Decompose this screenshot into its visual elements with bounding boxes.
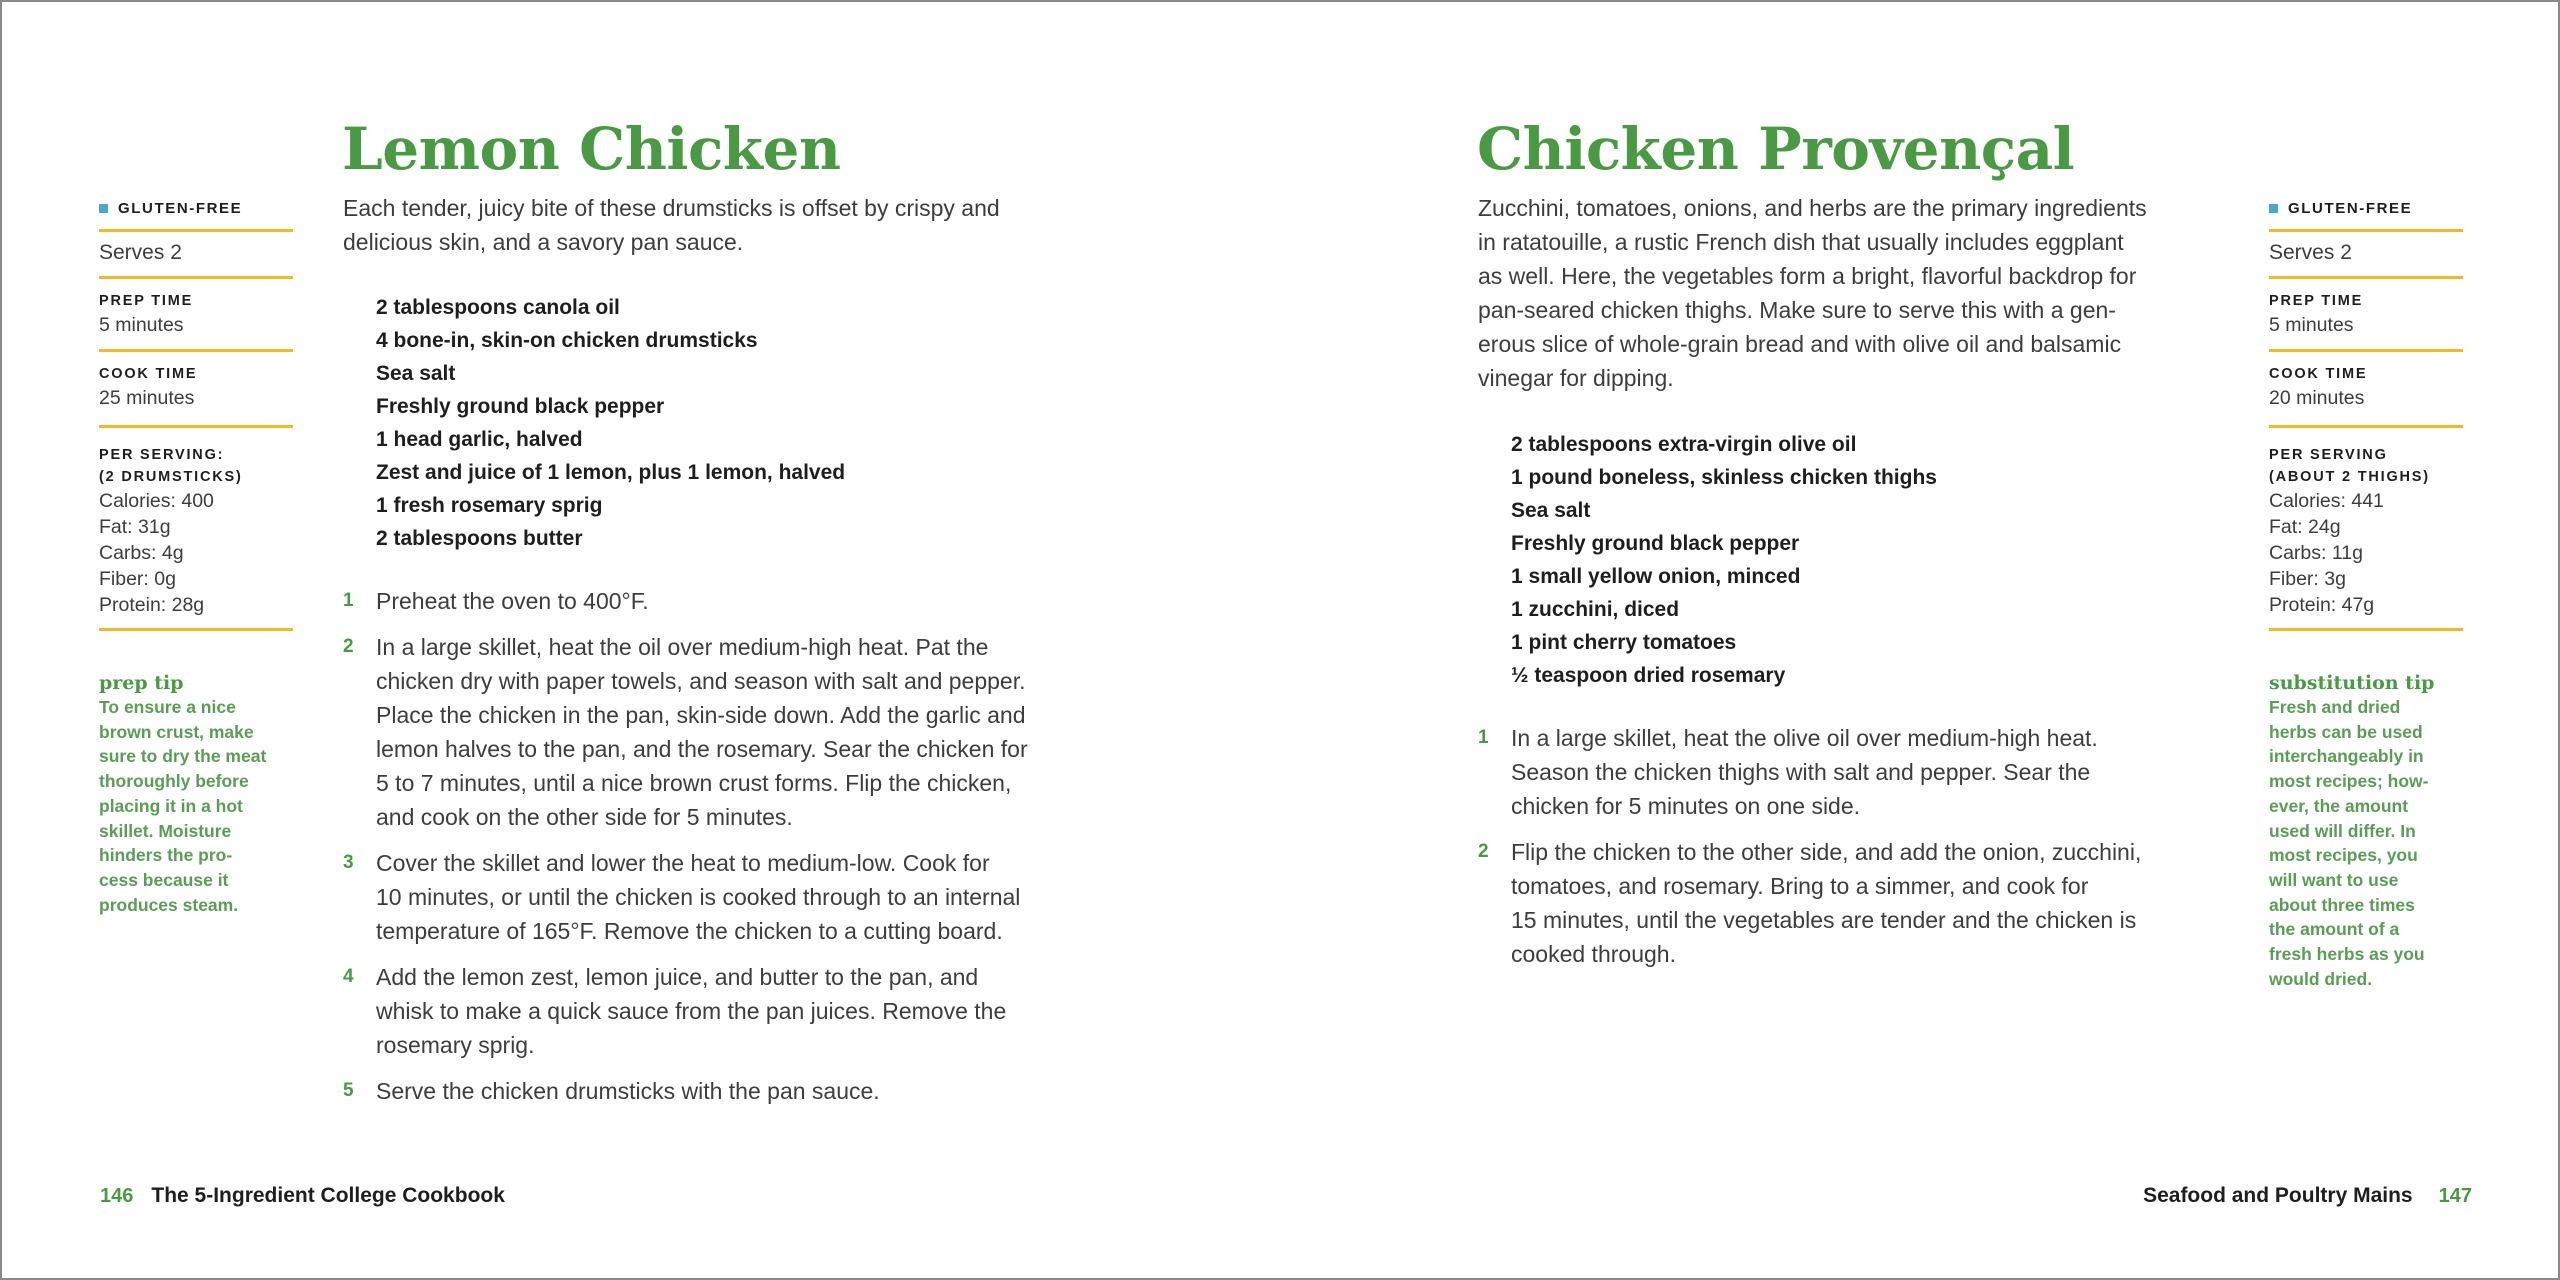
tip-line: about three times [2269, 894, 2415, 915]
prep-tip-box [99, 671, 293, 917]
divider-rule [99, 628, 293, 631]
intro-line: pan-seared chicken thighs. Make sure to serve this with a gen- [1478, 297, 2116, 323]
ingredient-item: ½ teaspoon dried rosemary [1511, 664, 1786, 687]
per-serving-label: PER SERVING: [99, 447, 225, 463]
tip-body [99, 695, 293, 917]
step-item [343, 960, 1028, 1062]
ingredient-item: 2 tablespoons extra-virgin olive oil [1511, 433, 1857, 456]
step-line: Season the chicken thighs with salt and pepper. Sear the [1511, 759, 2091, 785]
tip-line: ever, the amount [2269, 795, 2409, 816]
nutrition-carbs: Carbs: 4g [99, 542, 184, 564]
step-line: 10 minutes, or until the chicken is cooked through to an internal [376, 884, 1021, 910]
gluten-free-tag [2269, 198, 2463, 218]
step-line: cooked through. [1511, 941, 1676, 967]
step-item [343, 584, 1028, 618]
ingredient-item: Sea salt [376, 362, 456, 385]
divider-rule [99, 229, 293, 232]
tip-line: sure to dry the meat [99, 746, 267, 767]
cook-time-label: COOK TIME [2269, 366, 2368, 382]
tip-line: hinders the pro- [99, 845, 233, 866]
substitution-tip-box [2269, 671, 2463, 991]
ingredient-list [376, 291, 845, 555]
running-title: Seafood and Poultry Mains [2143, 1184, 2413, 1207]
divider-rule [2269, 628, 2463, 631]
step-line: chicken dry with paper towels, and season with salt and pepper. [376, 668, 1026, 694]
intro-line: as well. Here, the vegetables form a bright, flavorful backdrop for [1478, 263, 2137, 289]
tip-line: thoroughly before [99, 771, 249, 792]
tip-line: skillet. Moisture [99, 820, 232, 841]
step-line: Place the chicken in the pan, skin-side down. Add the garlic and [376, 702, 1026, 728]
recipe-title: Chicken Provençal [1477, 115, 2075, 183]
step-line: 5 to 7 minutes, until a nice brown crust forms. Flip the chicken, [376, 770, 1012, 796]
nutrition-carbs: Carbs: 11g [2269, 542, 2363, 564]
ingredient-item: Sea salt [1511, 499, 1591, 522]
ingredient-item: Zest and juice of 1 lemon, plus 1 lemon, halved [376, 461, 846, 484]
intro-line: Zucchini, tomatoes, onions, and herbs are the primary ingredients [1478, 195, 2147, 221]
nutrition-fiber: Fiber: 3g [2269, 568, 2346, 590]
step-line: rosemary sprig. [376, 1032, 535, 1058]
cook-time-label: COOK TIME [99, 366, 198, 382]
ingredient-item: 2 tablespoons butter [376, 527, 583, 550]
step-item [343, 630, 1028, 834]
cook-time-value: 20 minutes [2269, 387, 2365, 409]
prep-time-value: 5 minutes [2269, 314, 2354, 336]
divider-rule [99, 349, 293, 352]
tip-line: would dried. [2269, 968, 2373, 989]
per-serving-sublabel: (2 DRUMSTICKS) [99, 469, 243, 485]
tag-label: GLUTEN-FREE [118, 199, 243, 217]
recipe-title: Lemon Chicken [342, 115, 841, 183]
step-line: tomatoes, and rosemary. Bring to a simmer, and cook for [1511, 873, 2089, 899]
step-item [343, 846, 1028, 948]
ingredient-item: 1 pound boneless, skinless chicken thighs [1511, 466, 1937, 489]
tip-line: interchangeably in [2269, 746, 2424, 767]
tip-line: To ensure a nice [99, 697, 236, 717]
left-page-footer [100, 1184, 505, 1208]
step-list [1478, 721, 2141, 983]
serves-text: Serves 2 [99, 241, 182, 264]
tip-body [2269, 695, 2463, 991]
tip-line: brown crust, make [99, 721, 254, 742]
step-item [1478, 835, 2141, 971]
tag-square-icon [99, 204, 108, 213]
step-line: Add the lemon zest, lemon juice, and butter to the pan, and [376, 964, 979, 990]
nutrition-fat: Fat: 24g [2269, 516, 2341, 538]
nutrition-fiber: Fiber: 0g [99, 568, 176, 590]
step-number: 5 [343, 1080, 354, 1101]
step-line: In a large skillet, heat the olive oil over medium-high heat. [1511, 725, 2098, 751]
tag-label: GLUTEN-FREE [2288, 199, 2413, 217]
ingredient-item: 1 small yellow onion, minced [1511, 565, 1801, 588]
step-number: 2 [343, 636, 354, 657]
intro-line: delicious skin, and a savory pan sauce. [343, 229, 744, 255]
ingredient-item: 2 tablespoons canola oil [376, 296, 620, 319]
divider-rule [2269, 276, 2463, 279]
ingredient-item: 1 fresh rosemary sprig [376, 494, 603, 517]
nutrition-facts [2269, 488, 2463, 618]
step-number: 1 [343, 590, 354, 611]
tip-line: produces steam. [99, 894, 239, 915]
tip-line: cess because it [99, 869, 229, 890]
ingredient-item: 1 head garlic, halved [376, 428, 583, 451]
recipe-intro [343, 191, 1000, 259]
nutrition-protein: Protein: 47g [2269, 594, 2375, 616]
tip-line: Fresh and dried [2269, 697, 2401, 717]
step-item [343, 1074, 1028, 1108]
step-number: 1 [1478, 727, 1489, 748]
step-line: In a large skillet, heat the oil over medium-high heat. Pat the [376, 634, 989, 660]
step-item [1478, 721, 2141, 823]
step-line: whisk to make a quick sauce from the pan juices. Remove the [376, 998, 1007, 1024]
tip-line: most recipes; how- [2269, 771, 2429, 792]
prep-time-value: 5 minutes [99, 314, 184, 336]
ingredient-item: 1 zucchini, diced [1511, 598, 1680, 621]
divider-rule [99, 276, 293, 279]
nutrition-protein: Protein: 28g [99, 594, 205, 616]
tip-line: used will differ. In [2269, 820, 2416, 841]
nutrition-calories: Calories: 400 [99, 490, 214, 512]
divider-rule [99, 425, 293, 428]
gluten-free-tag [99, 198, 293, 218]
step-line: Flip the chicken to the other side, and add the onion, zucchini, [1511, 839, 2142, 865]
nutrition-facts [99, 488, 293, 618]
intro-line: erous slice of whole-grain bread and with olive oil and balsamic [1478, 331, 2122, 357]
divider-rule [2269, 229, 2463, 232]
tip-title: substitution tip [2269, 672, 2435, 694]
step-line: and cook on the other side for 5 minutes. [376, 804, 793, 830]
step-number: 2 [1478, 841, 1489, 862]
step-number: 3 [343, 852, 354, 873]
tip-line: most recipes, you [2269, 845, 2418, 866]
prep-time-label: PREP TIME [99, 293, 194, 309]
right-page-footer [2143, 1184, 2472, 1208]
tip-title: prep tip [99, 672, 184, 694]
tip-line: placing it in a hot [99, 795, 243, 816]
tip-line: herbs can be used [2269, 721, 2423, 742]
tip-line: will want to use [2269, 869, 2399, 890]
left-recipe-sidebar [99, 198, 293, 917]
tag-square-icon [2269, 204, 2278, 213]
tip-line: the amount of a [2269, 919, 2400, 940]
ingredient-item: Freshly ground black pepper [1511, 532, 1800, 555]
nutrition-calories: Calories: 441 [2269, 490, 2384, 512]
intro-line: vinegar for dipping. [1478, 365, 1674, 391]
step-line: Cover the skillet and lower the heat to medium-low. Cook for [376, 850, 990, 876]
step-line: lemon halves to the pan, and the rosemary. Sear the chicken for [376, 736, 1028, 762]
ingredient-item: 4 bone-in, skin-on chicken drumsticks [376, 329, 758, 352]
page-number: 147 [2438, 1185, 2472, 1207]
page-number: 146 [100, 1185, 134, 1207]
prep-time-label: PREP TIME [2269, 293, 2364, 309]
ingredient-item: 1 pint cherry tomatoes [1511, 631, 1737, 654]
step-line: 15 minutes, until the vegetables are tender and the chicken is [1511, 907, 2137, 933]
step-line: Serve the chicken drumsticks with the pan sauce. [376, 1078, 880, 1104]
nutrition-fat: Fat: 31g [99, 516, 171, 538]
per-serving-label: PER SERVING [2269, 447, 2388, 463]
ingredient-item: Freshly ground black pepper [376, 395, 665, 418]
step-number: 4 [343, 966, 354, 987]
intro-line: in ratatouille, a rustic French dish that usually includes eggplant [1478, 229, 2124, 255]
divider-rule [2269, 425, 2463, 428]
intro-line: Each tender, juicy bite of these drumsticks is offset by crispy and [343, 195, 1000, 221]
serves-text: Serves 2 [2269, 241, 2352, 264]
right-recipe-sidebar [2269, 198, 2463, 991]
step-list [343, 584, 1028, 1120]
running-title: The 5-Ingredient College Cookbook [151, 1184, 505, 1207]
step-line: Preheat the oven to 400°F. [376, 588, 649, 614]
per-serving-sublabel: (ABOUT 2 THIGHS) [2269, 469, 2430, 485]
step-line: chicken for 5 minutes on one side. [1511, 793, 1861, 819]
ingredient-list [1511, 428, 1937, 692]
cook-time-value: 25 minutes [99, 387, 195, 409]
step-line: temperature of 165°F. Remove the chicken to a cutting board. [376, 918, 1003, 944]
recipe-intro [1478, 191, 2147, 395]
tip-line: fresh herbs as you [2269, 944, 2425, 965]
divider-rule [2269, 349, 2463, 352]
